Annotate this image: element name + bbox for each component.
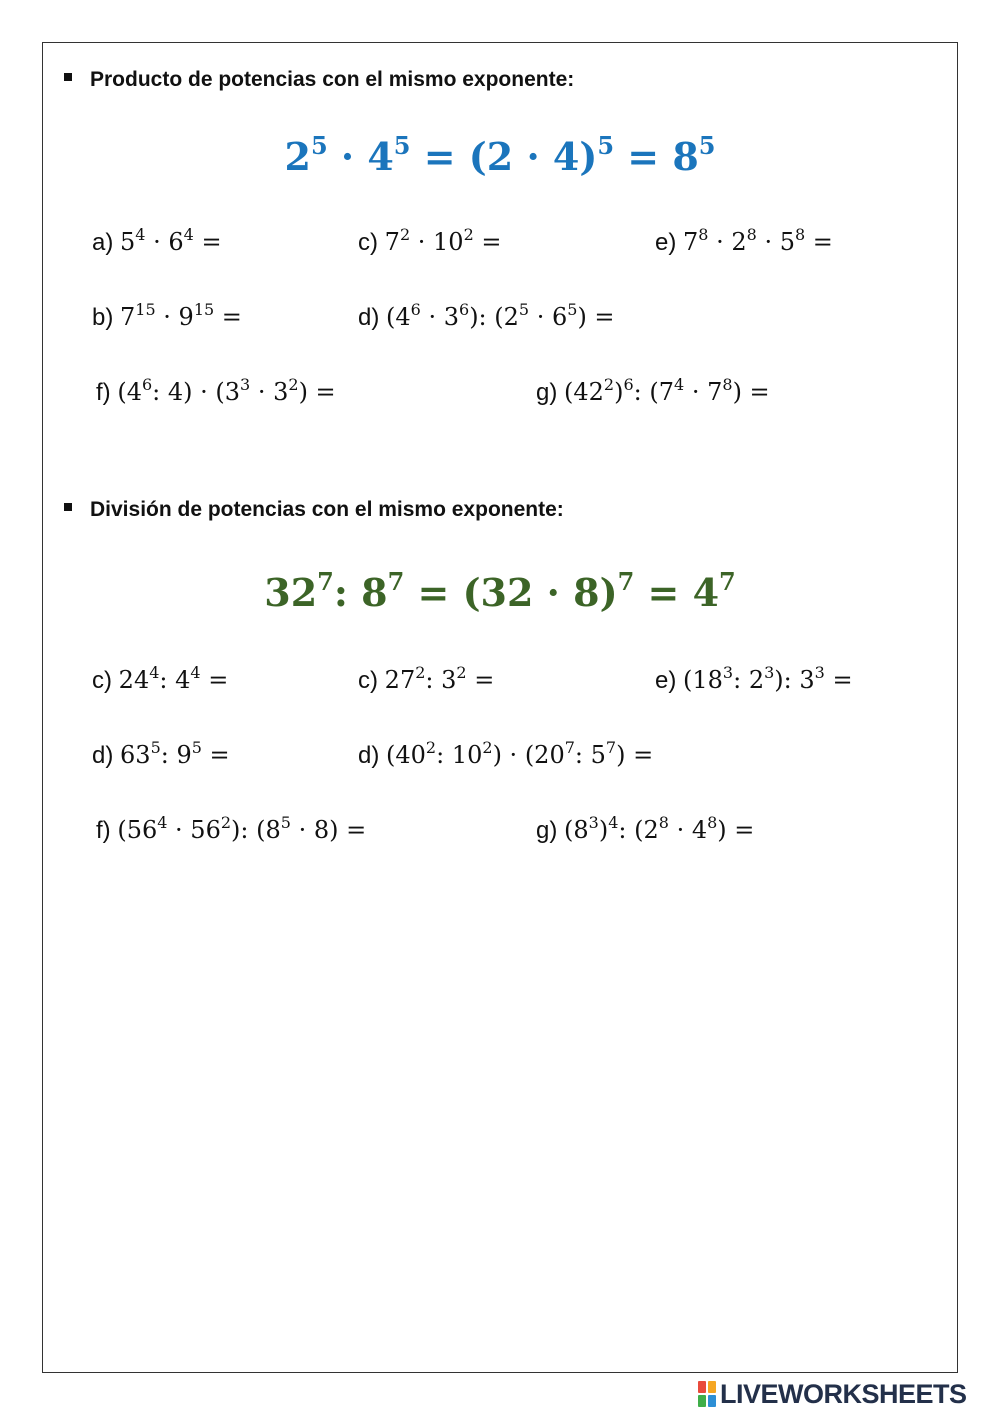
exercise-1c: c) $7^2 \cdot 10^2$ = [358,225,502,256]
section2-heading [64,498,564,522]
exercise-1e: e) $7^8 \cdot 2^8 \cdot 5^8$ = [655,225,833,256]
section2-heading-text: División de potencias con el mismo exponente: [90,498,564,521]
section2-formula: $32^7$: $8^7 = (32 \cdot 8)^7 = 4^7$ [264,567,736,615]
exercise-1b: b) $7^{15} \cdot 9^{15}$ = [92,300,242,331]
section1-formula: $2^5 \cdot 4^5 = (2 \cdot 4)^5 = 8^5$ [284,131,716,179]
exercise-2e: e) ($18^3$: $2^3$): $3^3$ = [655,663,853,694]
exercise-2d1: d) $63^5$: $9^5$ = [92,738,230,769]
exercise-2c2: c) $27^2$: $3^2$ = [358,663,495,694]
exercise-2f: f) $(56^4 \cdot 56^2)$: $(8^5 \cdot 8)$ = [96,813,367,844]
section1-heading-text: Producto de potencias con el mismo exponente: [90,68,575,91]
exercise-1g: g) $(42^2)^6$: $(7^4 \cdot 7^8)$ = [536,375,770,406]
exercise-2c1: c) $24^4$: $4^4$ = [92,663,229,694]
bullet-icon [64,73,72,81]
bullet-icon [64,503,72,511]
exercise-2d2: d) ($40^2$: $10^2) \cdot (20^7$: $5^7$) = [358,738,654,769]
section1-heading [64,68,574,92]
exercise-1a: a) $5^4 \cdot 6^4$ = [92,225,222,256]
logo-mark-icon [698,1381,716,1407]
exercise-2g: g) $(8^3)^4$: $(2^8 \cdot 4^8)$ = [536,813,755,844]
logo-text: LIVEWORKSHEETS [720,1378,967,1409]
liveworksheets-logo [698,1378,994,1410]
exercise-1f: f) ($4^6$: $4) \cdot (3^3 \cdot 3^2)$ = [96,375,336,406]
exercise-1d: d) $(4^6 \cdot 3^6)$: $(2^5 \cdot 6^5)$ = [358,300,615,331]
